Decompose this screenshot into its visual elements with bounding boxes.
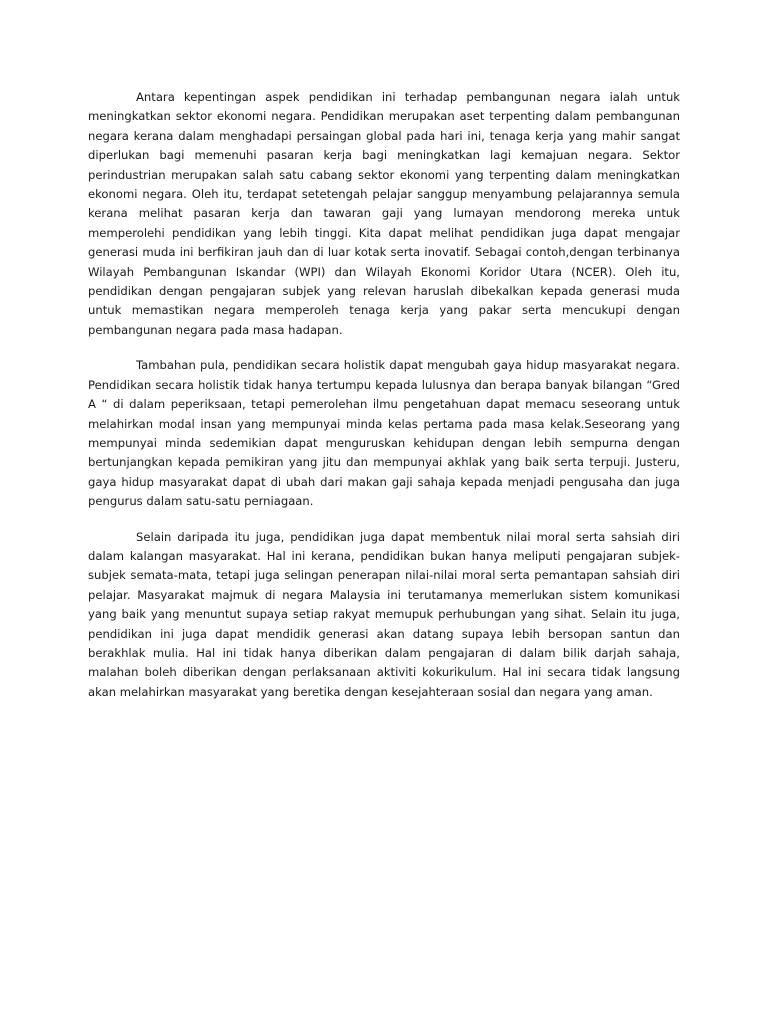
paragraph-3: Selain daripada itu juga, pendidikan juga dapat membentuk nilai moral serta sahsiah diri dalam kalangan masyarakat. Hal ini kerana, pendidikan bukan hanya meliputi pengajaran subjek-subjek semata-mata, tetapi juga selingan penerapan nilai-nilai moral serta pemantapan sahsiah diri pelajar. Masyarakat majmuk di negara Malaysia ini terutamanya memerlukan sistem komunikasi yang baik yang menuntut supaya setiap rakyat memupuk perhubungan yang sihat. Selain itu juga, pendidikan ini juga dapat mendidik generasi akan datang supaya lebih bersopan santun dan berakhlak mulia. Hal ini tidak hanya diberikan dalam pengajaran di dalam bilik darjah sahaja, malahan boleh diberikan dengan perlaksanaan aktiviti kokurikulum. Hal ini secara tidak langsung akan melahirkan masyarakat yang beretika dengan kesejahteraan sosial dan negara yang aman. bbox=[88, 529, 680, 699]
paragraph-1: Antara kepentingan aspek pendidikan ini terhadap pembangunan negara ialah untuk meningkatkan sektor ekonomi negara. Pendidikan merupakan aset terpenting dalam pembangunan negara kerana dalam menghadapi persaingan global pada hari ini, tenaga kerja yang mahir sangat diperlukan bagi memenuhi pasaran kerja bagi meningkatkan lagi kemajuan negara. Sektor perindustrian merupakan salah satu cabang sektor ekonomi yang terpenting dalam meningkatkan ekonomi negara. Oleh itu, terdapat setetengah pelajar sanggup menyambung pelajarannya semula kerana melihat pasaran kerja dan tawaran gaji yang lumayan mendorong mereka untuk memperolehi pendidikan yang lebih tinggi. Kita dapat melihat pendidikan juga dapat mengajar generasi muda ini berfikiran jauh dan di luar kotak serta inovatif. Sebagai contoh,dengan terbinanya Wilayah Pembangunan Iskandar (WPI) dan Wilayah Ekonomi Koridor Utara (NCER). Oleh itu, pendidikan dengan pengajaran subjek yang relevan haruslah dibekalkan kepada generasi muda untuk memastikan negara memperoleh tenaga kerja yang pakar serta mencukupi dengan pembangunan negara pada masa hadapan. bbox=[88, 90, 680, 337]
document-body bbox=[88, 88, 680, 718]
paragraph-2: Tambahan pula, pendidikan secara holistik dapat mengubah gaya hidup masyarakat negara. Pendidikan secara holistik tidak hanya tertumpu kepada lulusnya dan berapa banyak bilangan “Gred A “ di dalam peperiksaan, tetapi pemerolehan ilmu pengetahuan dapat memacu seseorang untuk melahirkan modal insan yang mempunyai minda kelas pertama pada masa kelak.Seseorang yang mempunyai minda sedemikian dapat menguruskan kehidupan dengan lebih sempurna dengan bertunjangkan kepada pemikiran yang jitu dan mempunyai akhlak yang baik serta terpuji. Justeru, gaya hidup masyarakat dapat di ubah dari makan gaji sahaja kepada menjadi pengusaha dan juga pengurus dalam satu-satu perniagaan. bbox=[88, 358, 680, 509]
